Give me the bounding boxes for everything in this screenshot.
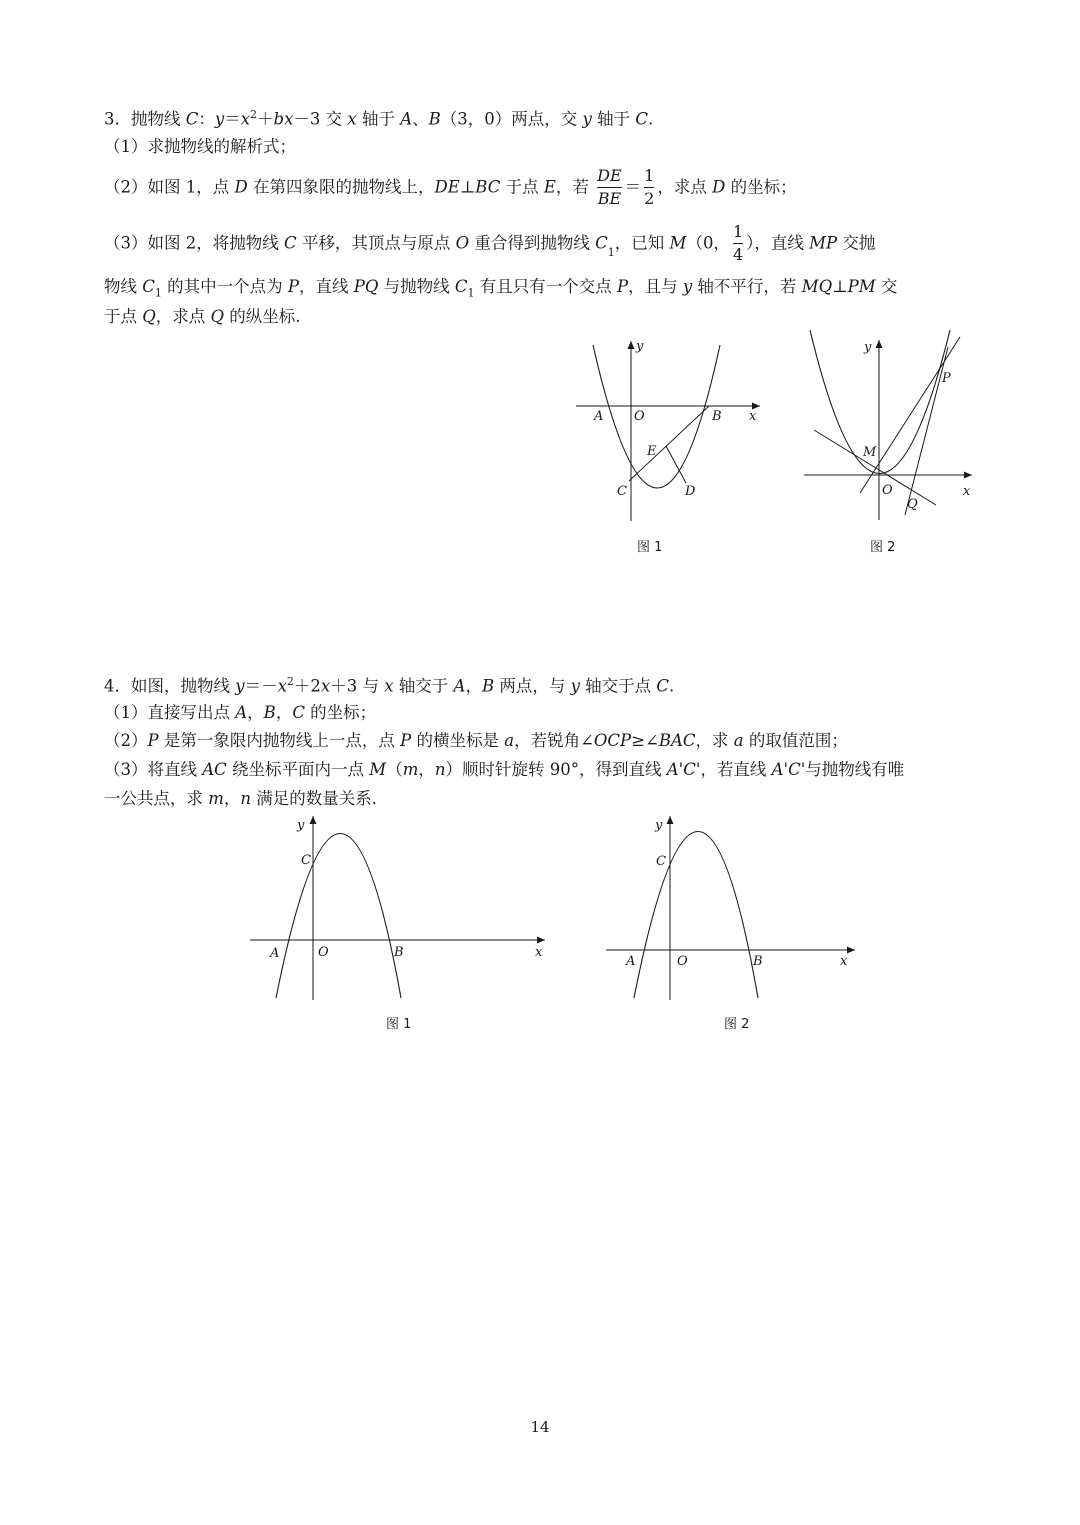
parabola [593, 345, 720, 488]
label-c: C [301, 853, 311, 868]
label-y: y [297, 818, 305, 833]
q3-part2: （2）如图 1，点 D 在第四象限的抛物线上，DE⊥BC 于点 E，若 $\frac{DE}{BE}$ ＝ $\frac{1}{2}$ ，求点 D 的坐标； [104, 166, 797, 208]
label-c: C [656, 854, 666, 869]
label-y: y [864, 340, 872, 355]
line-mq [814, 430, 936, 505]
y-axis-arrow [628, 341, 635, 349]
fraction-one-half: $\frac{1}{2}$ [644, 166, 655, 208]
label-o: O [634, 409, 645, 424]
q4-part3-line2: 一公共点，求 m，n 满足的数量关系. [104, 789, 378, 808]
q4-figure-1-caption: 图 1 [386, 1017, 412, 1032]
y-axis-arrow [667, 816, 674, 824]
parabola [276, 834, 401, 999]
q4-figure-2-caption: 图 2 [724, 1017, 750, 1032]
q3-part3-line3: 于点 Q，求点 Q 的纵坐标. [104, 307, 301, 326]
label-a: A [594, 409, 604, 424]
label-y: y [636, 339, 644, 354]
label-a: A [626, 954, 636, 969]
q3-part1: （1）求抛物线的解析式； [104, 137, 296, 156]
label-b: B [753, 954, 763, 969]
label-b: B [712, 409, 722, 424]
q3-stem: 3．抛物线 C：$y=x^2+bx-3$ 交 x 轴于 A、B（3，0）两点，交 y 轴于 C. [104, 108, 654, 129]
label-o: O [318, 945, 329, 960]
q3-figure-1-svg [570, 335, 770, 530]
q4-figure-1 [245, 812, 550, 1006]
label-o: O [882, 483, 893, 498]
fraction-de-be: $\frac{DE}{BE}$ [597, 166, 622, 208]
label-x: x [963, 484, 971, 499]
label-x: x [840, 954, 848, 969]
label-o: O [677, 954, 688, 969]
label-b: B [394, 945, 404, 960]
q3-part3-line1: （3）如图 2，将抛物线 C 平移，其顶点与原点 O 重合得到抛物线 $C_1$，已知 M（0， $\frac{1}{4}$ ），直线 MP 交抛 [104, 222, 876, 264]
q3-figure-2 [800, 325, 980, 529]
q3-figure-1 [570, 335, 770, 534]
q4-figure-2-svg [600, 812, 860, 1002]
label-a: A [270, 946, 280, 961]
label-y: y [655, 818, 663, 833]
fraction-one-quarter: $\frac{1}{4}$ [732, 222, 744, 264]
y-axis-arrow [876, 340, 883, 348]
parabola [634, 832, 758, 999]
label-c: C [617, 484, 627, 499]
x-axis-arrow [964, 472, 972, 479]
q3-figure-2-svg [800, 325, 980, 525]
label-e: E [647, 444, 657, 459]
q3-figure-2-caption: 图 2 [870, 540, 896, 555]
y-axis-arrow [310, 816, 317, 824]
q4-part1: （1）直接写出点 A，B，C 的坐标； [104, 703, 377, 722]
label-x: x [749, 409, 757, 424]
parabola [810, 330, 950, 474]
q3-figure-1-caption: 图 1 [637, 540, 663, 555]
label-x: x [535, 945, 543, 960]
q4-part3-line1: （3）将直线 AC 绕坐标平面内一点 M（m，n）顺时针旋转 90°，得到直线 A'C'，若直线 A'C'与抛物线有唯 [104, 760, 905, 779]
page-number: 14 [530, 1418, 550, 1436]
label-d: D [685, 484, 696, 499]
x-axis-arrow [847, 947, 855, 954]
label-p: P [942, 371, 951, 386]
label-q: Q [907, 497, 918, 512]
q3-part3-line2: 物线 $C_1$ 的其中一个点为 P，直线 PQ 与抛物线 $C_1$ 有且只有一个交点 P，且与 y 轴不平行，若 MQ⊥PM 交 [104, 277, 898, 300]
q4-stem: 4．如图，抛物线 $y=-x^2+2x+3$ 与 x 轴交于 A，B 两点，与 y 轴交于点 C. [104, 675, 675, 696]
x-axis-arrow [537, 937, 545, 944]
q4-part2: （2）P 是第一象限内抛物线上一点，点 P 的横坐标是 a，若锐角∠OCP≥∠BAC，求 a 的取值范围； [104, 731, 848, 750]
q4-figure-2 [600, 812, 860, 1006]
label-m: M [863, 445, 877, 460]
q4-figure-1-svg [245, 812, 550, 1002]
